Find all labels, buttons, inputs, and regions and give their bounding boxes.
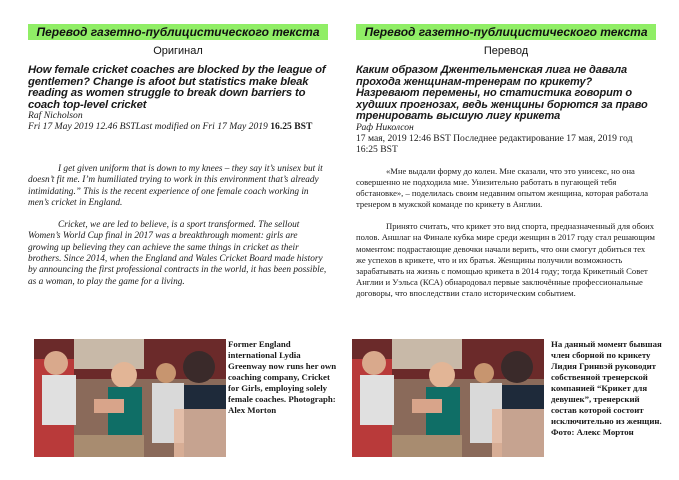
- paragraph: Cricket, we are led to believe, is a sport transformed. The sellout Women’s World Cup final in 2017 was a breakthrough moment: girls are growing up believing they can achieve the same things in cricket as their brothers. Since 2014, when the England and Wales Cricket Board made history by announcing the first professional contracts in the world, it has been possible, as a woman, to play the game for a living.: [28, 220, 327, 287]
- section-banner: Перевод газетно-публицистического текста: [356, 24, 656, 40]
- photo-caption: Former England international Lydia Greenway now runs her own coaching company, Cricket for Girls, employing solely female coaches. Photograph: Alex Morton: [228, 339, 337, 415]
- paragraph: «Мне выдали форму до колен. Мне сказали, что это унисекс, но она совершенно не подходила мне. Унизительно работать в пугающей тебя обстановке», – поделилась своим недавним опытом женщина, которая работала тренером в мужской команде по крикету в Англии.: [356, 166, 649, 210]
- original-column: [28, 0, 348, 480]
- photo-caption: На данный момент бывшая член сборной по крикету Лидия Гринвэй руководит собственной тренерской компанией “Крикет для девушек”, тренерский состав которой состоит исключительно из женщин. Фото: Алекс Мортон: [551, 339, 662, 437]
- paragraph: Принято считать, что крикет это вид спорта, предназначенный для обоих полов. Аншлаг на Финале кубка мире среди женщин в 2017 году стал решающим моментом: подрастающие девочки начали верить, что они смогут добиться тех же успехов в крикете, что и их братья. Женщины получили возможность зарабатывать на жизнь с помощью крикета в 2014 году; тогда Крикетный Совет Англии и Уэльса (КСА) обнародовал первые заключённые профессиональные договоры, что впоследствии стало историческим событием.: [356, 221, 655, 298]
- byline: [356, 122, 656, 155]
- article-body: [28, 164, 328, 288]
- date-line: Fri 17 May 2019 12.46 BSTLast modified on Fri 17 May 2019: [28, 121, 268, 132]
- date-line: 17 мая, 2019 12:46 BST Последнее редактирование 17 мая, 2019 год 16:25 BST: [356, 133, 633, 155]
- article-photo: [352, 339, 544, 457]
- column-label: Оригинал: [153, 45, 203, 57]
- author-name: Раф Николсон: [356, 122, 414, 133]
- section-banner: Перевод газетно-публицистического текста: [28, 24, 328, 40]
- column-label: Перевод: [483, 45, 529, 57]
- article-photo: [34, 339, 226, 457]
- byline: [28, 110, 338, 132]
- coaching-photo-icon: [34, 339, 226, 457]
- coaching-photo-icon: [352, 339, 544, 457]
- article-headline: Каким образом Джентельменская лига не давала прохода женщинам-тренерам по крикету? Назревают перемены, но статистика говорит о худших прогнозах, ведь женщины борются за право тренировать высшую лигу крикета: [356, 64, 648, 123]
- paragraph: I get given uniform that is down to my knees – they say it’s unisex but it doesn’t fit me. I’m humiliated trying to work in this environment that’s already intimidating.” This is the recent experience of one female coach working in men’s cricket in England.: [28, 164, 323, 208]
- article-body: [356, 166, 656, 299]
- author-name: Raf Nicholson: [28, 110, 83, 121]
- translation-column: [356, 0, 676, 480]
- date-time: 16.25 BST: [270, 121, 313, 132]
- article-headline: How female cricket coaches are blocked by the league of gentlemen? Change is afoot but statistics make bleak reading as women struggle to break down barriers to coach top-level cricket: [28, 64, 326, 111]
